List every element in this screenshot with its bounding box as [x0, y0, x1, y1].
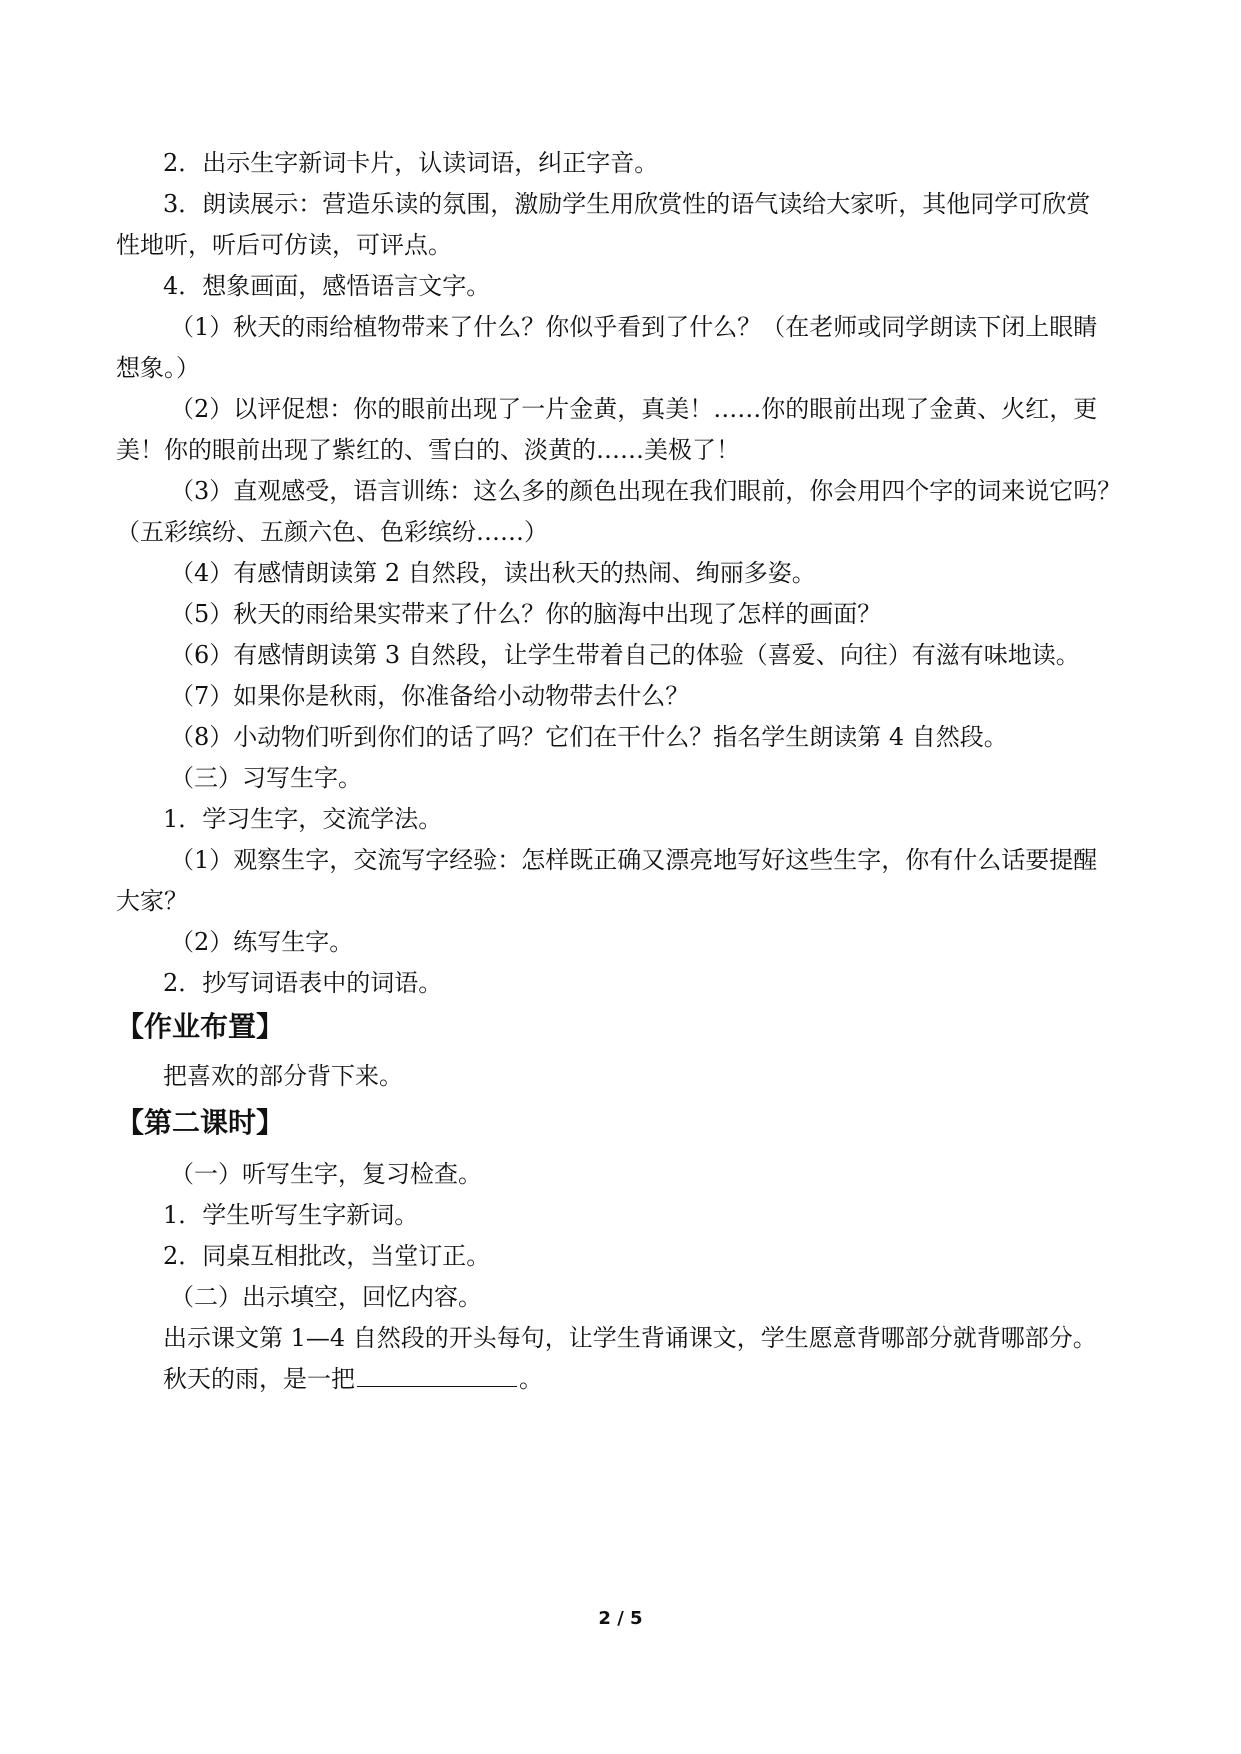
fill-in-blank-line: [163, 1356, 1175, 1402]
paragraph-line: 出示课文第 1—4 自然段的开头每句，让学生背诵课文，学生愿意背哪部分就背哪部分。: [163, 1324, 1097, 1352]
page-number: 2 / 5: [598, 1608, 643, 1629]
paragraph-line: （2）以评促想：你的眼前出现了一片金黄，真美！……你的眼前出现了金黄、火红，更: [170, 395, 1098, 423]
paragraph-line: 3．朗读展示：营造乐读的氛围，激励学生用欣赏性的语气读给大家听，其他同学可欣赏: [163, 190, 1091, 218]
paragraph-line: （5）秋天的雨给果实带来了什么？你的脑海中出现了怎样的画面？: [170, 600, 882, 628]
paragraph-line: 1．学生听写生字新词。: [163, 1201, 419, 1229]
paragraph-line: （二）出示填空，回忆内容。: [170, 1283, 482, 1311]
paragraph-line: （三）习写生字。: [170, 764, 362, 792]
paragraph-line: 性地听，听后可仿读，可评点。: [116, 231, 452, 259]
paragraph-line: （1）秋天的雨给植物带来了什么？你似乎看到了什么？（在老师或同学朗读下闭上眼睛: [170, 313, 1098, 341]
paragraph-line: （2）练写生字。: [170, 928, 354, 956]
fill-prefix: 秋天的雨，是一把: [163, 1365, 355, 1393]
paragraph-line: 1．学习生字，交流学法。: [163, 805, 443, 833]
paragraph-line: 想象。）: [116, 354, 200, 382]
paragraph-line: 2．同桌互相批改，当堂订正。: [163, 1242, 491, 1270]
fill-suffix: 。: [519, 1365, 543, 1393]
paragraph-line: （五彩缤纷、五颜六色、色彩缤纷……）: [116, 518, 548, 546]
paragraph-line: 4．想象画面，感悟语言文字。: [163, 272, 491, 300]
paragraph-line: （1）观察生字，交流写字经验：怎样既正确又漂亮地写好这些生字，你有什么话要提醒: [170, 846, 1098, 874]
paragraph-line: （4）有感情朗读第 2 自然段，读出秋天的热闹、绚丽多姿。: [170, 559, 816, 587]
section-heading-second-lesson: 【第二课时】: [116, 1106, 285, 1139]
homework-text: 把喜欢的部分背下来。: [163, 1062, 403, 1090]
paragraph-line: 2．抄写词语表中的词语。: [163, 969, 443, 997]
answer-blank[interactable]: [357, 1360, 517, 1387]
paragraph-line: （7）如果你是秋雨，你准备给小动物带去什么？: [170, 682, 690, 710]
paragraph-line: （3）直观感受，语言训练：这么多的颜色出现在我们眼前，你会用四个字的词来说它吗？: [170, 477, 1122, 505]
paragraph-line: 大家？: [116, 887, 188, 915]
paragraph-line: （6）有感情朗读第 3 自然段，让学生带着自己的体验（喜爱、向往）有滋有味地读。: [170, 641, 1080, 669]
paragraph-line: 2．出示生字新词卡片，认读词语，纠正字音。: [163, 149, 659, 177]
paragraph-line: （8）小动物们听到你们的话了吗？它们在干什么？指名学生朗读第 4 自然段。: [170, 723, 1008, 751]
section-heading-homework: 【作业布置】: [116, 1010, 285, 1043]
paragraph-line: 美！你的眼前出现了紫红的、雪白的、淡黄的……美极了！: [116, 436, 740, 464]
paragraph-line: （一）听写生字，复习检查。: [170, 1160, 482, 1188]
